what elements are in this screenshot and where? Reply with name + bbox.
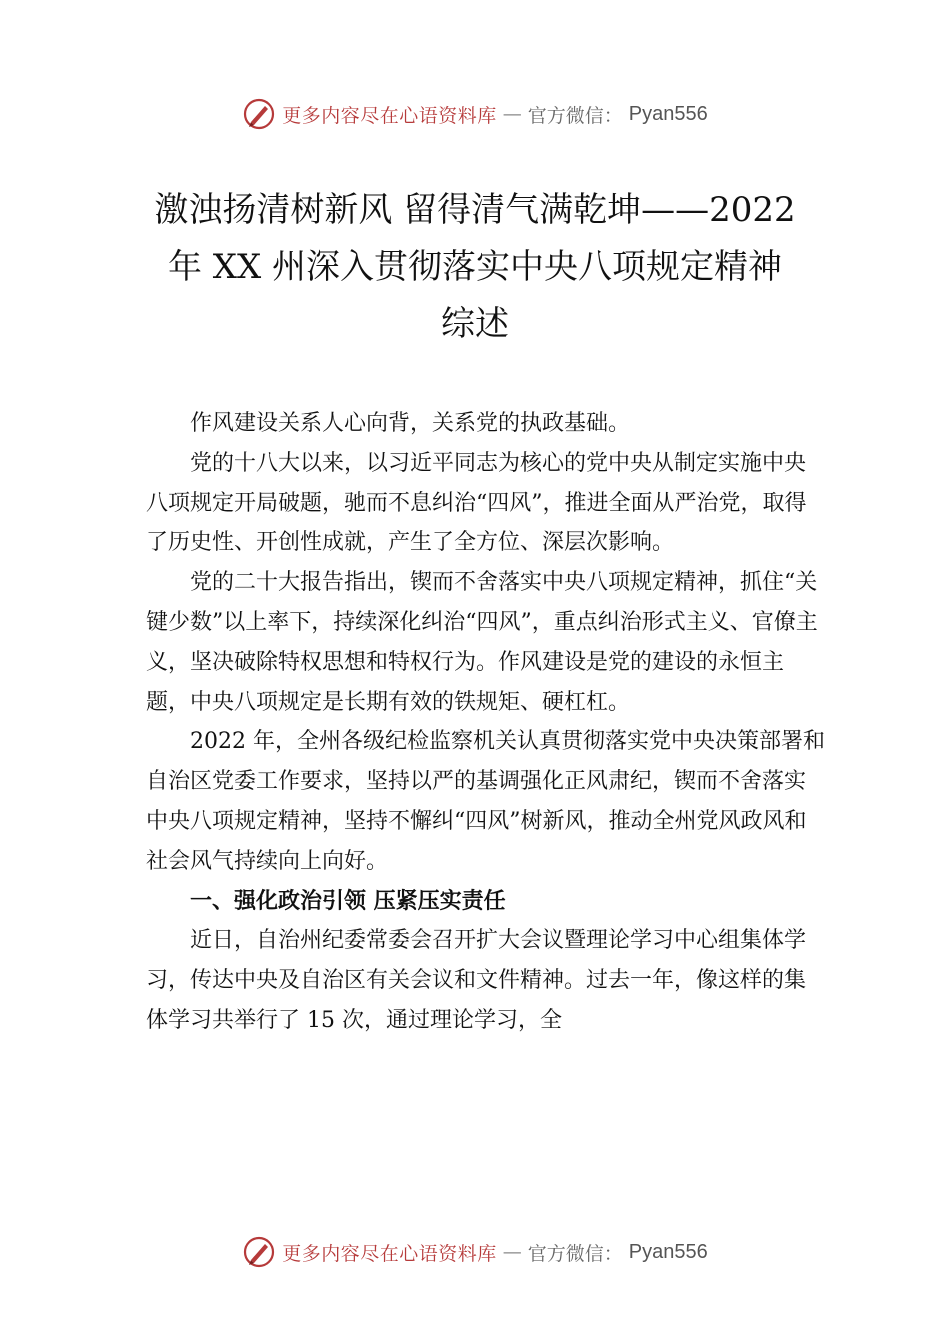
document-title [120,182,830,353]
footer-banner [0,1232,950,1272]
title-line-1: 激浊扬清树新风 留得清气满乾坤——2022 [154,190,796,230]
header-banner [0,94,950,134]
paragraph: 党的十八大以来，以习近平同志为核心的党中央从制定实施中央八项规定开局破题，驰而不息纠治“四风”，推进全面从严治党，取得了历史性、开创性成就，产生了全方位、深层次影响。 [146,450,807,556]
paragraph: 2022 年，全州各级纪检监察机关认真贯彻落实党中央决策部署和自治区党委工作要求，坚持以严的基调强化正风肃纪，锲而不舍落实中央八项规定精神，坚持不懈纠“四风”树新风，推动全州党风政风和社会风气持续向上向好。 [146,729,825,874]
paragraph: 党的二十大报告指出，锲而不舍落实中央八项规定精神，抓住“关键少数”以上率下，持续深化纠治“四风”，重点纠治形式主义、官僚主义，坚决破除特权思想和特权行为。作风建设是党的建设的永恒主题，中央八项规定是长期有效的铁规矩、硬杠杠。 [146,570,818,715]
document-body [146,404,826,1041]
pen-logo-icon [242,1235,276,1269]
paragraph: 近日，自治州纪委常委会召开扩大会议暨理论学习中心组集体学习，传达中央及自治区有关会议和文件精神。过去一年，像这样的集体学习共举行了 15 次，通过理论学习，全 [146,928,807,1033]
banner-separator: — [502,1241,522,1263]
paragraph: 作风建设关系人心向背，关系党的执政基础。 [190,411,631,436]
banner-separator: — [502,103,522,125]
banner-title: 更多内容尽在心语资料库 [282,1242,497,1265]
banner-wechat-label: 官方微信： [527,1242,623,1265]
title-line-3: 综述 [441,304,509,344]
section-heading: 一、强化政治引领 压紧压实责任 [190,888,506,914]
banner-title: 更多内容尽在心语资料库 [282,104,497,127]
banner-wechat-id: Pyan556 [628,102,708,125]
banner-wechat-id: Pyan556 [628,1240,708,1263]
banner-wechat-label: 官方微信： [527,104,623,127]
pen-logo-icon [242,97,276,131]
title-line-2: 年 XX 州深入贯彻落实中央八项规定精神 [167,247,783,287]
